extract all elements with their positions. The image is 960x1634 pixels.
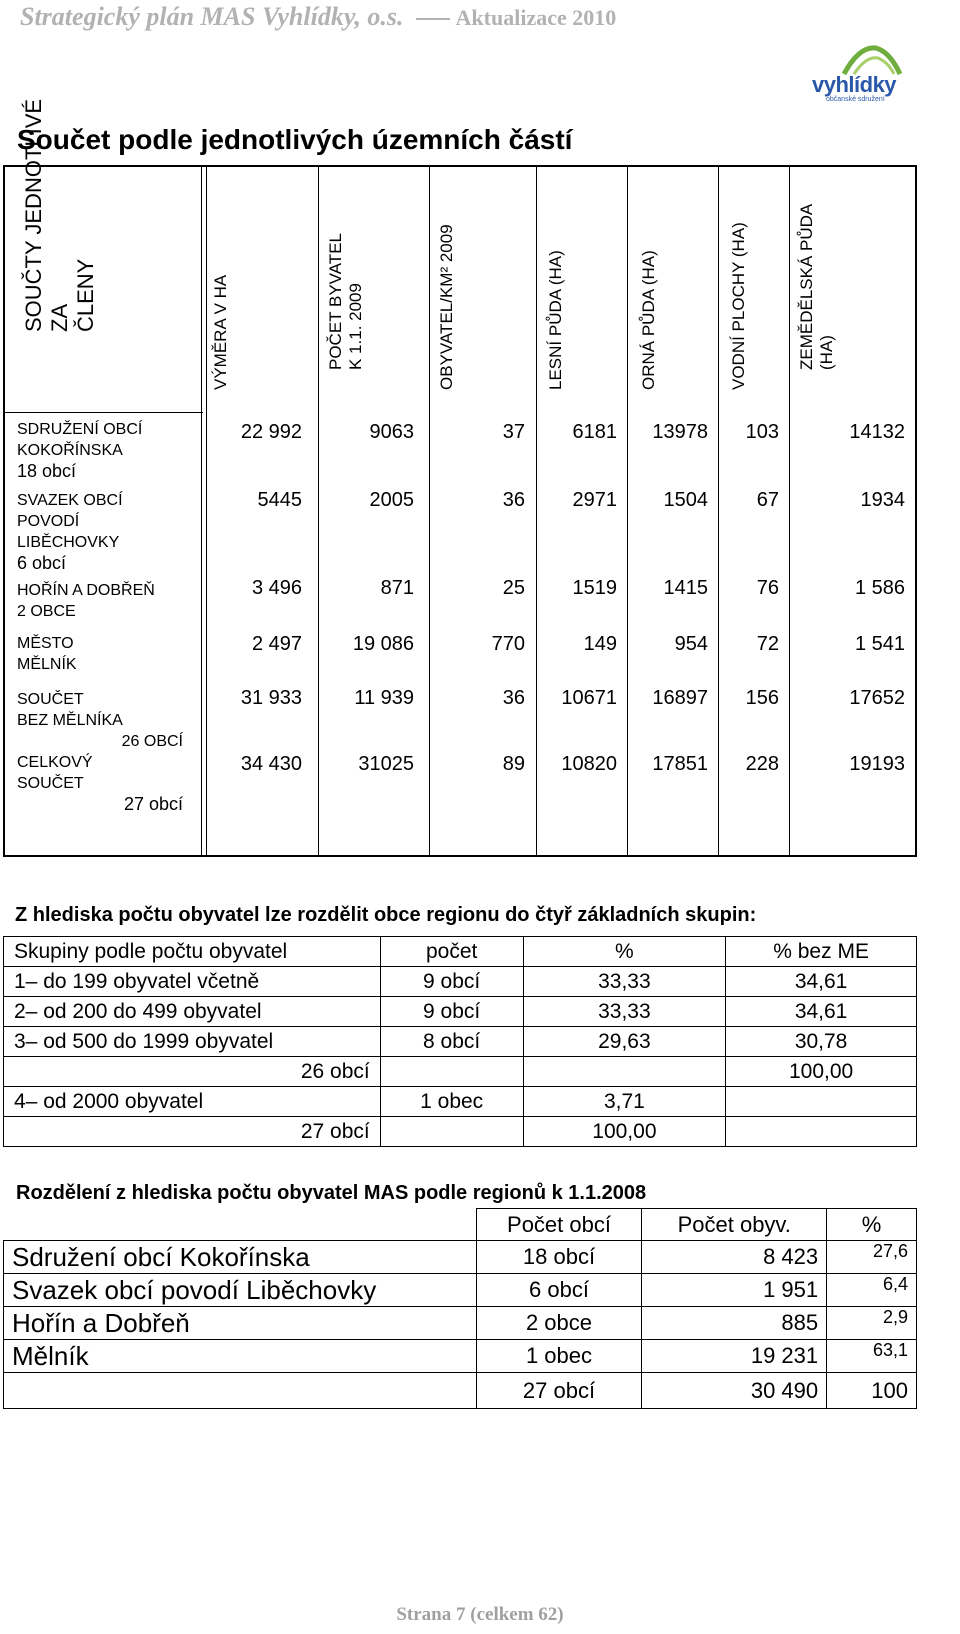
column-divider — [429, 167, 430, 855]
cell: 2 obce — [476, 1307, 642, 1340]
region-name: Hořín a Dobřeň — [4, 1307, 477, 1340]
table-cell-value: 9063 — [369, 421, 414, 443]
row-label — [17, 580, 199, 622]
table-row — [4, 1307, 917, 1340]
table-row — [4, 967, 917, 997]
table-cell-value: 228 — [745, 753, 779, 775]
row-label-line: MĚSTO — [17, 635, 74, 652]
row-label-line: 27 obcí — [123, 794, 183, 814]
header-cell: Počet obyv. — [642, 1209, 827, 1241]
vyhlidky-logo — [804, 72, 914, 108]
cell: 34,61 — [726, 967, 917, 997]
table-cell-value: 770 — [491, 633, 525, 655]
column-divider — [318, 167, 319, 855]
column-divider — [536, 167, 537, 855]
header-cell: Skupiny podle počtu obyvatel — [4, 937, 381, 967]
cell: 3– od 500 do 1999 obyvatel — [4, 1027, 381, 1057]
table-cell-value: 31025 — [358, 753, 414, 775]
row-label-line: SVAZEK OBCÍ — [17, 492, 123, 509]
cell: 6,4 — [827, 1274, 917, 1307]
cell — [4, 1373, 477, 1409]
col-header-text: ZEMĚDĚLSKÁ PŮDA (HA) — [797, 203, 836, 370]
cell: 1 obec — [380, 1087, 523, 1117]
row-label — [17, 419, 199, 482]
logo-mountain-icon — [804, 42, 914, 76]
header-cell: % — [827, 1209, 917, 1241]
cell: 27,6 — [827, 1241, 917, 1274]
cell: 1 951 — [642, 1274, 827, 1307]
table-cell-value: 89 — [502, 753, 525, 775]
update-label: Aktualizace 2010 — [455, 5, 617, 30]
cell: 100,00 — [523, 1117, 726, 1147]
regions-heading: Rozdělení z hlediska počtu obyvatel MAS podle regionů k 1.1.2008 — [16, 1182, 647, 1204]
table-cell-value: 1519 — [572, 577, 617, 599]
cell: 27 obcí — [476, 1373, 642, 1409]
table-cell-value: 67 — [756, 489, 779, 511]
table-row — [4, 1274, 917, 1307]
table-cell-value: 31 933 — [240, 687, 302, 709]
row-label-line: MĚLNÍK — [17, 656, 77, 673]
table-cell-value: 2005 — [369, 489, 414, 511]
table-total-row — [4, 1373, 917, 1409]
table-cell-value: 19193 — [849, 753, 905, 775]
table-cell-value: 11 939 — [354, 687, 414, 709]
table-cell-value: 22 992 — [240, 421, 302, 443]
cell: 9 obcí — [380, 967, 523, 997]
cell — [726, 1117, 917, 1147]
header-cell: % bez ME — [726, 937, 917, 967]
table-cell-value: 156 — [745, 687, 779, 709]
cell: 4– od 2000 obyvatel — [4, 1087, 381, 1117]
col-header-text: VODNÍ PLOCHY (HA) — [729, 222, 748, 390]
table-cell-value: 2971 — [572, 489, 617, 511]
cell: 1– do 199 obyvatel včetně — [4, 967, 381, 997]
table-cell-value: 1 541 — [854, 633, 905, 655]
cell: 63,1 — [827, 1340, 917, 1373]
table-cell-value: 1934 — [860, 489, 905, 511]
table-row — [4, 1117, 917, 1147]
groups-heading: Z hlediska počtu obyvatel lze rozdělit obce regionu do čtyř základních skupin: — [15, 904, 757, 926]
table-header-row — [4, 937, 917, 967]
region-name: Svazek obcí povodí Liběchovky — [4, 1274, 477, 1307]
row-label — [17, 490, 199, 574]
cell: 885 — [642, 1307, 827, 1340]
table-row — [4, 1087, 917, 1117]
column-divider — [718, 167, 719, 855]
cell — [380, 1057, 523, 1087]
table-row — [4, 1057, 917, 1087]
col-header-text: LESNÍ PŮDA (HA) — [546, 250, 565, 390]
row-label — [17, 752, 199, 815]
page-footer: Strana 7 (celkem 62) — [396, 1604, 564, 1625]
table-header-row — [4, 1209, 917, 1241]
table-cell-value: 6181 — [572, 421, 617, 443]
cell: 100,00 — [726, 1057, 917, 1087]
cell: 34,61 — [726, 997, 917, 1027]
logo-word: vyhlídky — [812, 72, 897, 97]
table-cell-value: 36 — [502, 489, 525, 511]
population-groups-table — [3, 936, 917, 1147]
table-cell-value: 13978 — [652, 421, 708, 443]
cell — [523, 1057, 726, 1087]
col-header-text: VÝMĚRA V HA — [211, 274, 230, 390]
cell: 8 obcí — [380, 1027, 523, 1057]
corner-header-text: SOUČTY JEDNOTLIVÉ ZA ČLENY — [21, 98, 98, 332]
row-label — [17, 633, 199, 675]
cell — [726, 1087, 917, 1117]
row-label-line: SOUČET — [17, 691, 84, 708]
table-cell-value: 10820 — [561, 753, 617, 775]
table-cell-value: 1 586 — [854, 577, 905, 599]
cell: 1 obec — [476, 1340, 642, 1373]
cell: 26 obcí — [4, 1057, 381, 1087]
table-cell-value: 37 — [502, 421, 525, 443]
cell: 30,78 — [726, 1027, 917, 1057]
cell: 29,63 — [523, 1027, 726, 1057]
row-label-line: KOKOŘÍNSKA — [17, 442, 123, 459]
table-cell-value: 149 — [583, 633, 617, 655]
table-cell-value: 19 086 — [352, 633, 414, 655]
table-cell-value: 17652 — [849, 687, 905, 709]
document-title: Strategický plán MAS Vyhlídky, o.s. — [20, 2, 404, 31]
logo-subtitle: občanské sdružení — [826, 96, 885, 103]
col-header-text: OBYVATEL/KM² 2009 — [437, 224, 456, 390]
cell — [380, 1117, 523, 1147]
cell: 27 obcí — [4, 1117, 381, 1147]
table-cell-value: 76 — [756, 577, 779, 599]
table-cell-value: 10671 — [561, 687, 617, 709]
table-cell-value: 34 430 — [240, 753, 302, 775]
table-row — [4, 1027, 917, 1057]
row-label-line: BEZ MĚLNÍKA — [17, 712, 123, 729]
row-label — [17, 689, 199, 752]
table-cell-value: 2 497 — [251, 633, 302, 655]
cell: 2– od 200 do 499 obyvatel — [4, 997, 381, 1027]
table-cell-value: 72 — [756, 633, 779, 655]
cell: 18 obcí — [476, 1241, 642, 1274]
regions-population-table — [3, 1208, 917, 1409]
section-title: Součet podle jednotlivých územních částí — [17, 124, 573, 155]
cell: 8 423 — [642, 1241, 827, 1274]
cell: 6 obcí — [476, 1274, 642, 1307]
table-row — [4, 1340, 917, 1373]
table-cell-value: 36 — [502, 687, 525, 709]
header-cell: % — [523, 937, 726, 967]
table-cell-value: 16897 — [652, 687, 708, 709]
column-divider — [627, 167, 628, 855]
table-cell-value: 5445 — [257, 489, 302, 511]
table-cell-value: 871 — [380, 577, 414, 599]
region-name: Sdružení obcí Kokořínska — [4, 1241, 477, 1274]
row-label-line: CELKOVÝ — [17, 754, 93, 771]
row-label-line: SOUČET — [17, 775, 84, 792]
row-divider — [5, 412, 203, 413]
table-cell-value: 954 — [674, 633, 708, 655]
column-divider — [201, 167, 207, 855]
header-cell: počet — [380, 937, 523, 967]
row-label-line: 6 obcí — [17, 553, 67, 573]
cell: 9 obcí — [380, 997, 523, 1027]
table-cell-value: 1415 — [663, 577, 708, 599]
table-row — [4, 997, 917, 1027]
header-cell: Počet obcí — [476, 1209, 642, 1241]
row-label-line: 2 OBCE — [17, 603, 76, 620]
table-cell-value: 25 — [502, 577, 525, 599]
table-cell-value: 17851 — [652, 753, 708, 775]
region-name: Mělník — [4, 1340, 477, 1373]
cell: 100 — [827, 1373, 917, 1409]
cell: 19 231 — [642, 1340, 827, 1373]
row-label-line: 18 obcí — [17, 461, 77, 481]
table-cell-value: 1504 — [663, 489, 708, 511]
col-header-text: POČET BYVATEL K 1.1. 2009 — [326, 233, 365, 370]
cell: 33,33 — [523, 967, 726, 997]
row-label-line: 26 OBCÍ — [121, 733, 183, 750]
table-cell-value: 103 — [745, 421, 779, 443]
cell: 3,71 — [523, 1087, 726, 1117]
document-header — [20, 2, 616, 32]
row-label-line: LIBĚCHOVKY — [17, 534, 120, 551]
row-label-line: POVODÍ — [17, 513, 80, 530]
cell: 33,33 — [523, 997, 726, 1027]
cell: 2,9 — [827, 1307, 917, 1340]
row-label-line: HOŘÍN A DOBŘEŇ — [17, 582, 155, 599]
col-header-text: ORNÁ PŮDA (HA) — [639, 250, 658, 390]
cell: 30 490 — [642, 1373, 827, 1409]
row-label-line: SDRUŽENÍ OBCÍ — [17, 421, 143, 438]
table-cell-value: 3 496 — [251, 577, 302, 599]
table-cell-value: 14132 — [849, 421, 905, 443]
column-divider — [789, 167, 790, 855]
table-row — [4, 1241, 917, 1274]
cell — [4, 1209, 477, 1241]
header-dash — [416, 18, 450, 20]
